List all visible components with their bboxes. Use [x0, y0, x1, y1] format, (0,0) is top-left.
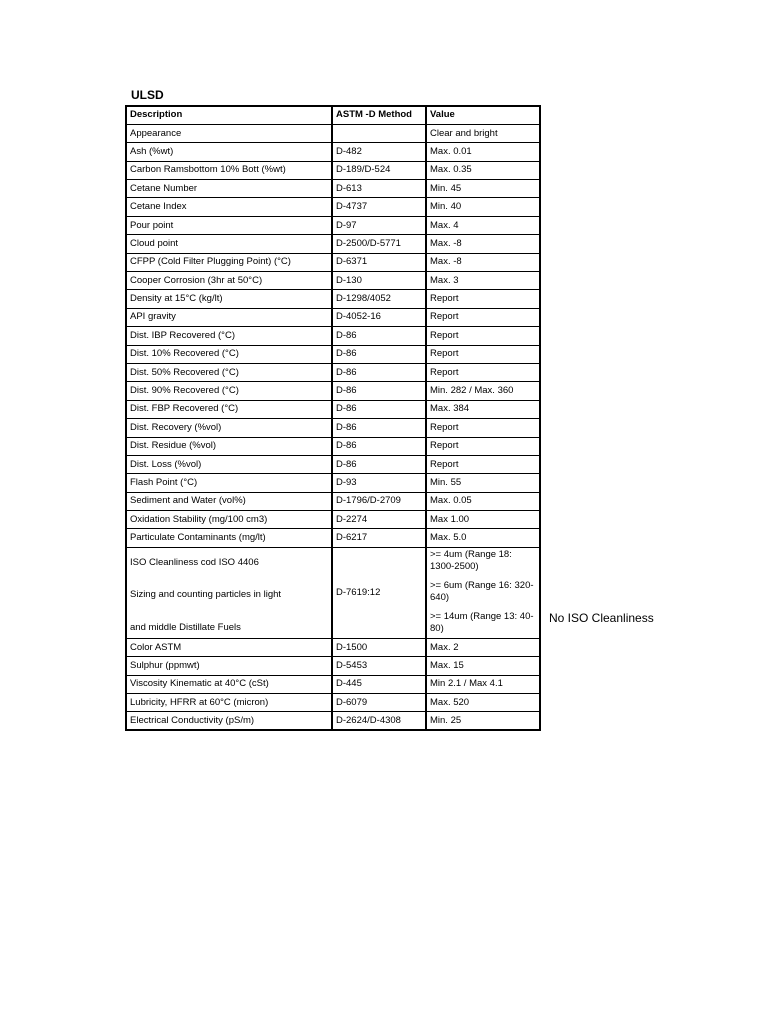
header-row: [126, 106, 540, 124]
table-row: [126, 675, 540, 693]
cell-method: D-130: [332, 272, 426, 290]
cell-value: Max. 3: [426, 272, 540, 290]
header-astm-method: ASTM -D Method: [332, 106, 426, 124]
cell-method: D-1796/D-2709: [332, 492, 426, 510]
cell-value: Report: [426, 290, 540, 308]
cell-method: D-86: [332, 455, 426, 473]
table-row: [126, 455, 540, 473]
table-row: [126, 492, 540, 510]
cell-method: D-86: [332, 382, 426, 400]
cell-value: Min. 45: [426, 180, 540, 198]
cell-description: Cloud point: [126, 235, 332, 253]
header-description: Description: [126, 106, 332, 124]
cell-value: Report: [426, 308, 540, 326]
cell-description: Lubricity, HFRR at 60°C (micron): [126, 694, 332, 712]
cell-value: Max. 4: [426, 216, 540, 234]
cell-method: D-86: [332, 345, 426, 363]
table-row: [126, 198, 540, 216]
cell-value: Max 1.00: [426, 511, 540, 529]
cell-description: Sediment and Water (vol%): [126, 492, 332, 510]
cell-description: Dist. Loss (%vol): [126, 455, 332, 473]
cell-description: Viscosity Kinematic at 40°C (cSt): [126, 675, 332, 693]
cell-description: API gravity: [126, 308, 332, 326]
cell-value: Max. 520: [426, 694, 540, 712]
cell-description: Particulate Contaminants (mg/lt): [126, 529, 332, 547]
cell-description: Carbon Ramsbottom 10% Bott (%wt): [126, 161, 332, 179]
cell-method: D-189/D-524: [332, 161, 426, 179]
table-row: [126, 253, 540, 271]
side-note: No ISO Cleanliness: [549, 611, 654, 625]
table-row: [126, 657, 540, 675]
table-row: [126, 638, 540, 656]
table-row: [126, 327, 540, 345]
cell-value: Report: [426, 327, 540, 345]
cell-description: Cetane Index: [126, 198, 332, 216]
table-row: [126, 694, 540, 712]
cell-method: D-4737: [332, 198, 426, 216]
cell-description: Appearance: [126, 124, 332, 142]
table-header: [126, 106, 540, 124]
cell-description: Flash Point (°C): [126, 474, 332, 492]
table-row: [126, 216, 540, 234]
cell-value: Report: [426, 345, 540, 363]
cell-value: Max. -8: [426, 235, 540, 253]
table-row: [126, 511, 540, 529]
cell-value: Max. 0.05: [426, 492, 540, 510]
cell-method: D-6371: [332, 253, 426, 271]
cell-description: Dist. IBP Recovered (°C): [126, 327, 332, 345]
cell-method: D-2500/D-5771: [332, 235, 426, 253]
table-row: [126, 437, 540, 455]
cell-method: D-93: [332, 474, 426, 492]
cell-value: Max. 0.01: [426, 143, 540, 161]
cell-value: Report: [426, 437, 540, 455]
table-row: [126, 382, 540, 400]
cell-method: D-86: [332, 327, 426, 345]
table-body-iso: [126, 547, 540, 638]
cell-description: Pour point: [126, 216, 332, 234]
cell-value: Min. 40: [426, 198, 540, 216]
cell-description: Sulphur (ppmwt): [126, 657, 332, 675]
cell-method: D-97: [332, 216, 426, 234]
cell-method: D-482: [332, 143, 426, 161]
cell-value: Max. 5.0: [426, 529, 540, 547]
cell-method: D-86: [332, 363, 426, 381]
cell-method: D-1500: [332, 638, 426, 656]
cell-value: Min. 282 / Max. 360: [426, 382, 540, 400]
cell-method: D-6217: [332, 529, 426, 547]
cell-method: D-86: [332, 437, 426, 455]
table-row: [126, 529, 540, 547]
table-row: [126, 400, 540, 418]
cell-method: D-2624/D-4308: [332, 712, 426, 730]
cell-value: Report: [426, 419, 540, 437]
cell-description: Cetane Number: [126, 180, 332, 198]
cell-method: D-86: [332, 400, 426, 418]
iso-description-line: ISO Cleanliness cod ISO 4406: [130, 556, 259, 568]
cell-value: Max. 15: [426, 657, 540, 675]
iso-description-line: Sizing and counting particles in light: [130, 589, 282, 601]
cell-value: Min. 55: [426, 474, 540, 492]
cell-description: Color ASTM: [126, 638, 332, 656]
table-row: [126, 308, 540, 326]
cell-value: Max. -8: [426, 253, 540, 271]
document-title: ULSD: [131, 88, 164, 102]
table-row: [126, 474, 540, 492]
cell-method: D-2274: [332, 511, 426, 529]
cell-description: Oxidation Stability (mg/100 cm3): [126, 511, 332, 529]
specification-table: [125, 105, 541, 731]
cell-method: D-4052-16: [332, 308, 426, 326]
table-row: [126, 143, 540, 161]
table-row: [126, 235, 540, 253]
cell-value: Report: [426, 455, 540, 473]
cell-value: Min 2.1 / Max 4.1: [426, 675, 540, 693]
table-body-bottom: [126, 638, 540, 730]
cell-description: CFPP (Cold Filter Plugging Point) (°C): [126, 253, 332, 271]
cell-value: Max. 2: [426, 638, 540, 656]
cell-description: Ash (%wt): [126, 143, 332, 161]
iso-value-line: >= 6um (Range 16: 320-640): [430, 579, 534, 603]
cell-value: Clear and bright: [426, 124, 540, 142]
table-row: [126, 290, 540, 308]
cell-method: D-613: [332, 180, 426, 198]
cell-description: [126, 547, 332, 638]
iso-description-line: and middle Distillate Fuels: [130, 621, 241, 633]
cell-method: D-5453: [332, 657, 426, 675]
table-row: [126, 161, 540, 179]
header-value: Value: [426, 106, 540, 124]
iso-value-line: >= 4um (Range 18: 1300-2500): [430, 548, 512, 572]
cell-description: Dist. 10% Recovered (°C): [126, 345, 332, 363]
cell-description: Density at 15°C (kg/lt): [126, 290, 332, 308]
cell-method: D-86: [332, 419, 426, 437]
table-row: [126, 124, 540, 142]
cell-value: Min. 25: [426, 712, 540, 730]
cell-method: D-6079: [332, 694, 426, 712]
cell-description: Electrical Conductivity (pS/m): [126, 712, 332, 730]
cell-description: Dist. Residue (%vol): [126, 437, 332, 455]
table-row-iso-cleanliness: [126, 547, 540, 638]
cell-method: D-7619:12: [332, 547, 426, 638]
table-row: [126, 712, 540, 730]
cell-description: Dist. 90% Recovered (°C): [126, 382, 332, 400]
cell-description: Cooper Corrosion (3hr at 50°C): [126, 272, 332, 290]
cell-value: [426, 547, 540, 638]
cell-description: Dist. 50% Recovered (°C): [126, 363, 332, 381]
table-row: [126, 180, 540, 198]
cell-method: D-1298/4052: [332, 290, 426, 308]
table-row: [126, 419, 540, 437]
cell-method: [332, 124, 426, 142]
cell-value: Max. 384: [426, 400, 540, 418]
table-row: [126, 345, 540, 363]
table-row: [126, 363, 540, 381]
table-row: [126, 272, 540, 290]
cell-description: Dist. Recovery (%vol): [126, 419, 332, 437]
cell-method: D-445: [332, 675, 426, 693]
iso-value-line: >= 14um (Range 13: 40-80): [430, 610, 534, 634]
cell-description: Dist. FBP Recovered (°C): [126, 400, 332, 418]
cell-value: Max. 0.35: [426, 161, 540, 179]
table-body-top: [126, 124, 540, 547]
cell-value: Report: [426, 363, 540, 381]
